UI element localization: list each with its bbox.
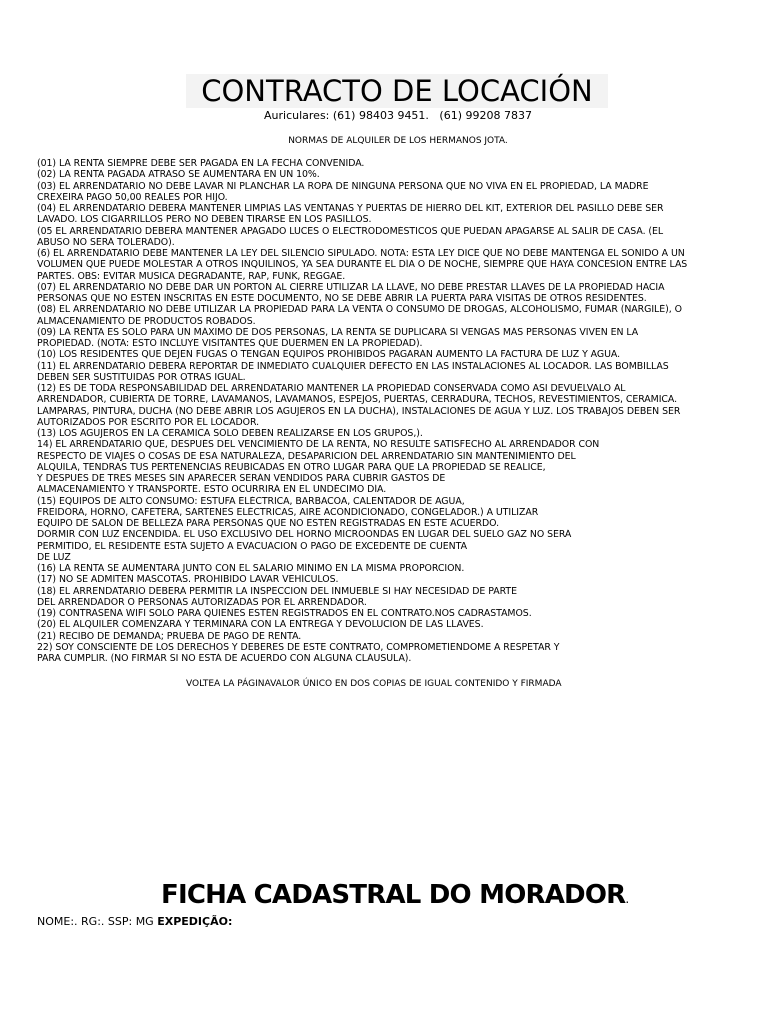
rule-line: (12) ES DE TODA RESPONSABILIDAD DEL ARRENDATARIO MANTENER LA PROPIEDAD CONSERVADA COMO ASI DEVUÉLVALO AL xyxy=(37,383,626,394)
rule-line: (03) EL ARRENDATARIO NO DEBE LAVAR NI PLANCHAR LA ROPA DE NINGUNA PERSONA QUE NO VIVA EN EL PROPIEDAD, LA MADRE xyxy=(37,180,649,192)
rule-line: (19) CONTRASEÑA WIFI SOLO PARA QUIENES ESTÉN REGISTRADOS EN EL CONTRATO.NOS CADRASTAMOS. xyxy=(37,608,532,619)
contract-title: CONTRACTO DE LOCACIÓN xyxy=(186,74,608,108)
rule-line: DORMIR CON LUZ ENCENDIDA. EL USO EXCLUSIVO DEL HORNO MICROONDAS EN LUGAR DEL SUELO GAZ NO SERÁ xyxy=(37,529,572,541)
rule-line: PARA CUMPLIR. (NO FIRMAR SI NO ESTÁ DE ACUERDO CON ALGUNA CLÁUSULA). xyxy=(37,653,412,664)
rules-list xyxy=(37,158,765,664)
rule-line: (11) EL ARRENDATARIO DEBERÁ REPORTAR DE INMEDIATO CUALQUIER DEFECTO EN LAS INSTALACIONES AL LOCADOR. LAS BOMBILLAS xyxy=(37,360,669,372)
rule-line: DE LUZ xyxy=(37,551,71,563)
rule-line: (01) LA RENTA SIEMPRE DEBE SER PAGADA EN LA FECHA CONVENIDA. xyxy=(37,158,365,169)
rule-line: (08) EL ARRENDATARIO NO DEBE UTILIZAR LA PROPIEDAD PARA LA VENTA O CONSUMO DE DROGAS, ALCOHOLISMO, FUMAR (NARGILÉ), O xyxy=(37,304,682,316)
footer-note: VOLTEA LA PÁGINAVALOR ÚNICO EN DOS COPIAS DE IGUAL CONTENIDO Y FIRMADA xyxy=(186,679,562,689)
rule-line: (13) LOS AGUJEROS EN LA CERAMICA SOLO DEBEN REALIZARSE EN LOS GRUPOS,). xyxy=(37,428,423,439)
rule-line: (04) EL ARRENDATARIO DEBERÁ MANTENER LIMPIAS LAS VENTANAS Y PUERTAS DE HIERRO DEL KIT, EXTERIOR DEL PASILLO DEBE SER xyxy=(37,203,664,214)
ficha-title xyxy=(161,878,628,916)
rule-line: (6) EL ARRENDATARIO DEBE MANTENER LA LEY DEL SILENCIO SIPULADO. NOTA: ESTA LEY DICE QUE NO DEBE MANTENGA EL SONIDO A UN xyxy=(37,248,685,259)
rule-line: Y DESPUÉS DE TRES MESES SIN APARECER SERÁN VENDIDOS PARA CUBRIR GASTOS DE xyxy=(37,473,446,484)
rule-line: DEL ARRENDADOR O PERSONAS AUTORIZADAS POR EL ARRENDADOR. xyxy=(37,596,367,608)
rule-line: RESPECTO DE VIAJES O COSAS DE ESA NATURALEZA, DESAPARICIÓN DEL ARRENDATARIO SIN MANTENIMIENTO DEL xyxy=(37,450,576,462)
rule-line: (09) LA RENTA ES SOLO PARA UN MÁXIMO DE DOS PERSONAS, LA RENTA SE DUPLICARÁ SI VENGAS MÁS PERSONAS VIVEN EN LA xyxy=(37,326,639,338)
contact-phones: Auriculares: (61) 98403 9451. (61) 99208 7837 xyxy=(264,109,532,122)
rule-line: EQUIPO DE SALÓN DE BELLEZA PARA PERSONAS QUE NO ESTÉN REGISTRADAS EN ESTE ACUERDO. xyxy=(37,518,500,529)
rule-line: VOLUMEN QUE PUEDE MOLESTAR A OTROS INQUILINOS, YA SEA DURANTE EL DÍA O DE NOCHE, SIEMPRE QUE HAYA CONCESIÓN ENTRE LAS xyxy=(37,259,688,271)
rule-line: LÁMPARAS, PINTURA, DUCHA (NO DEBE ABRIR LOS AGUJEROS EN LA DUCHA), INSTALACIONES DE AGUA Y LUZ. LOS TRABAJOS DEBEN SER xyxy=(37,405,681,417)
rule-line: PARTES. OBS: EVITAR MÚSICA DEGRADANTE, RAP, FUNK, REGGAE. xyxy=(37,270,346,282)
rules-heading: NORMAS DE ALQUILER DE LOS HERMANOS JOTA. xyxy=(288,136,508,146)
rule-line: PROPIEDAD. (NOTA: ESTO INCLUYE VISITANTES QUE DUERMEN EN LA PROPIEDAD). xyxy=(37,338,423,349)
rule-line: (21) RECIBO DE DEMANDA; PRUEBA DE PAGO DE RENTA. xyxy=(37,630,302,642)
rule-line: PERSONAS QUE NO ESTÉN INSCRITAS EN ESTE DOCUMENTO, NO SE DEBE ABRIR LA PUERTA PARA VISITAS DE OTROS RESIDENTES. xyxy=(37,293,647,304)
rule-line: CREXEIRA PAGO 50,00 REALES POR HIJO. xyxy=(37,191,228,203)
rule-line: (02) LA RENTA PAGADA ATRASO SE AUMENTARA EN UN 10%. xyxy=(37,169,320,181)
rule-line: AUTORIZADOS POR ESCRITO POR EL LOCADOR. xyxy=(37,416,260,428)
rule-line: FREIDORA, HORNO, CAFETERA, SARTENES ELÉCTRICAS, AIRE ACONDICIONADO, CONGELADOR.) A UTILIZAR xyxy=(37,506,539,518)
rule-line: (17) NO SE ADMITEN MASCOTAS. PROHIBIDO LAVAR VEHÍCULOS. xyxy=(37,574,339,586)
rule-line: ALMACENAMIENTO DE PRODUCTOS ROBADOS. xyxy=(37,315,256,327)
rule-line: (16) LA RENTA SE AUMENTARÁ JUNTO CON EL SALARIO MÍNIMO EN LA MISMA PROPORCIÓN. xyxy=(37,563,465,574)
ficha-title-dot: . xyxy=(625,892,629,906)
ficha-fields xyxy=(37,915,232,929)
rule-line: 22) SOY CONSCIENTE DE LOS DERECHOS Y DEBERES DE ESTE CONTRATO, COMPROMETIENDOME A RESPETAR Y xyxy=(37,641,560,653)
rule-line: (20) EL ALQUILER COMENZARÁ Y TERMINARÁ CON LA ENTREGA Y DEVOLUCIÓN DE LAS LLAVES. xyxy=(37,619,484,631)
rule-line: ALQUILA, TENDRÁS TUS PERTENENCIAS REUBICADAS EN OTRO LUGAR PARA QUE LA PROPIEDAD SE REALICE, xyxy=(37,461,546,473)
ficha-fields-plain: NOME:. RG:. SSP: MG xyxy=(37,915,158,928)
rule-line: (07) EL ARRENDATARIO NO DEBE DAR UN PORTÓN AL CIERRE UTILIZAR LA LLAVE, NO DEBE PRESTAR LLAVES DE LA PROPIEDAD HACIA xyxy=(37,281,665,293)
rule-line: LAVADO. LOS CIGARRILLOS PERO NO DEBEN TIRARSE EN LOS PASILLOS. xyxy=(37,214,372,226)
rule-line: (18) EL ARRENDATARIO DEBERÁ PERMITIR LA INSPECCIÓN DEL INMUEBLE SI HAY NECESIDAD DE PARTE xyxy=(37,585,517,597)
ficha-field-expedicao: EXPEDIÇÃO: xyxy=(157,915,233,928)
rule-line: ARRENDADOR, CUBIERTA DE TORRE, LAVAMANOS, LAVAMANOS, ESPEJOS, PUERTAS, CERRADURA, TECHOS, REVESTIMIENTOS, CERAMICA. xyxy=(37,394,678,406)
ficha-title-text: FICHA CADASTRAL DO MORADOR xyxy=(161,880,626,910)
rule-line: ABUSO NO SERÁ TOLERADO). xyxy=(37,236,175,248)
rule-line: (05 EL ARRENDATARIO DEBERÁ MANTENER APAGADO LUCES O ELECTRODOMÉSTICOS QUE PUEDAN APAGARSE AL SALIR DE CASA. (EL xyxy=(37,225,664,237)
rule-line: ALMACENAMIENTO Y TRANSPORTE. ESTO OCURRIRÁ EN EL UNDÉCIMO DÍA. xyxy=(37,484,387,496)
rule-line: 14) EL ARRENDATARIO QUE, DESPUÉS DEL VENCIMIENTO DE LA RENTA, NO RESULTE SATISFECHO AL ARRENDADOR CON xyxy=(37,439,600,451)
rule-line: PERMITIDO, EL RESIDENTE ESTÁ SUJETO A EVACUACIÓN O PAGO DE EXCEDENTE DE CUENTA xyxy=(37,540,467,552)
rule-line: (10) LOS RESIDENTES QUE DEJEN FUGAS O TENGAN EQUIPOS PROHIBIDOS PAGARÁN AUMENTO LA FACTURA DE LUZ Y AGUA. xyxy=(37,349,621,361)
rule-line: DEBEN SER SUSTITUIDAS POR OTRAS IGUAL. xyxy=(37,371,246,383)
rule-line: (15) EQUIPOS DE ALTO CONSUMO: ESTUFA ELÉCTRICA, BARBACOA, CALENTADOR DE AGUA, xyxy=(37,495,465,507)
